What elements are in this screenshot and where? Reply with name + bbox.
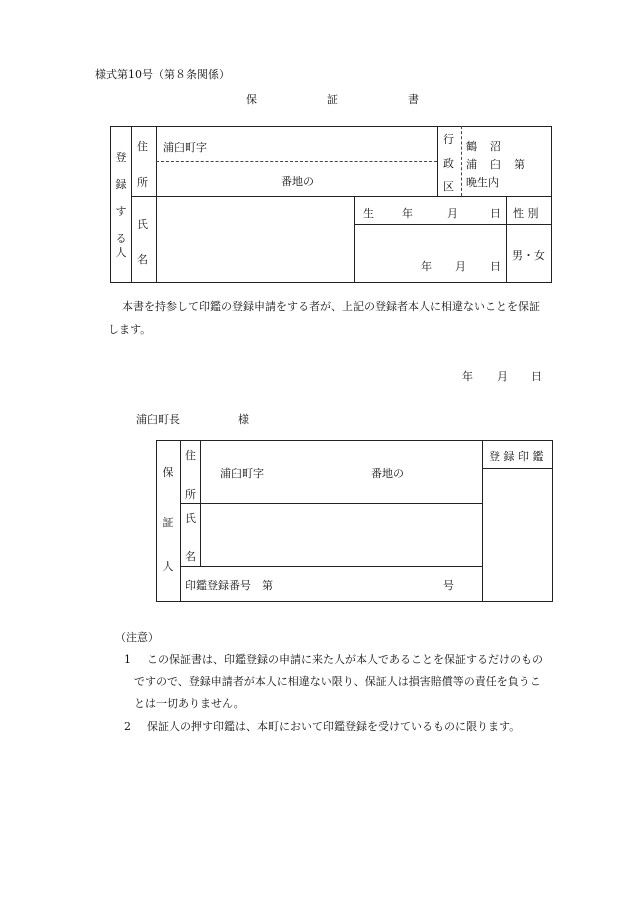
note-1-number: 1 bbox=[124, 653, 131, 666]
registrant-side-4: る bbox=[115, 232, 127, 245]
seal-header: 登 録 印 鑑 bbox=[489, 450, 544, 463]
address-suffix[interactable]: 番地の bbox=[281, 175, 314, 188]
registrant-side-5: 人 bbox=[115, 246, 127, 259]
district-tsuru: 鶴 bbox=[466, 140, 477, 153]
district-usu: 臼 bbox=[490, 158, 501, 171]
district-label-1: 行 bbox=[443, 133, 454, 146]
birth-header-2: 年 bbox=[402, 207, 413, 220]
seal-number-suffix: 号 bbox=[443, 579, 454, 592]
title-char-2: 証 bbox=[327, 93, 338, 106]
g-name-label-1: 氏 bbox=[185, 512, 196, 525]
title-char-3: 書 bbox=[408, 93, 419, 106]
registrant-side-3: す bbox=[115, 205, 127, 218]
address-label-2: 所 bbox=[137, 176, 148, 189]
birth-year[interactable]: 年 bbox=[421, 260, 432, 273]
registrant-side-1: 登 bbox=[115, 151, 127, 164]
name-label-2: 名 bbox=[137, 253, 148, 266]
birth-header-1: 生 bbox=[363, 207, 374, 220]
note-2-line-1: 保証人の押す印鑑は、本町において印鑑登録を受けているものに限ります。 bbox=[147, 720, 521, 733]
district-numa: 沼 bbox=[490, 140, 501, 153]
title-char-1: 保 bbox=[246, 93, 257, 106]
date-month[interactable]: 月 bbox=[497, 370, 508, 383]
addressee: 浦臼町長 bbox=[136, 413, 180, 426]
note-1-line-2: ですので、登録申請者が本人に相違ない限り、保証人は損害賠償等の責任を負うこ bbox=[134, 675, 541, 688]
guarantor-name-field[interactable] bbox=[201, 504, 482, 566]
name-label-1: 氏 bbox=[137, 218, 148, 231]
addressee-suffix: 様 bbox=[238, 413, 249, 426]
form-number: 様式第10号（第８条関係） bbox=[95, 68, 230, 81]
district-osokinai: 晩生内 bbox=[466, 176, 499, 189]
g-address-label-2: 所 bbox=[185, 488, 196, 501]
birth-header-4: 日 bbox=[490, 207, 501, 220]
district-dai: 第 bbox=[514, 158, 525, 171]
g-address-suffix[interactable]: 番地の bbox=[371, 467, 404, 480]
body-text-line-2: します。 bbox=[108, 323, 152, 336]
note-1-line-3: とは一切ありません。 bbox=[134, 697, 245, 710]
note-1-line-1: この保証書は、印鑑登録の申請に来た人が本人であることを保証するだけのもの bbox=[147, 653, 543, 666]
g-name-label-2: 名 bbox=[185, 550, 196, 563]
gender-value[interactable]: 男・女 bbox=[512, 249, 545, 262]
gender-header: 性 別 bbox=[513, 207, 539, 220]
notes-heading: （注意） bbox=[115, 631, 159, 644]
g-address-label-1: 住 bbox=[185, 449, 196, 462]
address-label-1: 住 bbox=[137, 140, 148, 153]
registrant-side-2: 録 bbox=[115, 178, 127, 191]
date-year[interactable]: 年 bbox=[462, 370, 473, 383]
birth-day[interactable]: 日 bbox=[490, 260, 501, 273]
date-day[interactable]: 日 bbox=[531, 370, 542, 383]
guarantor-side-1: 保 bbox=[162, 466, 174, 479]
registrant-name-field[interactable] bbox=[157, 197, 354, 283]
g-address-prefix[interactable]: 浦臼町字 bbox=[220, 467, 264, 480]
birth-month[interactable]: 月 bbox=[455, 260, 466, 273]
seal-number-label: 印鑑登録番号 第 bbox=[185, 579, 273, 592]
district-label-3: 区 bbox=[443, 180, 454, 193]
body-text-line-1: 本書を持参して印鑑の登録申請をする者が、上記の登録者本人に相違ないことを保証 bbox=[122, 300, 540, 313]
guarantor-side-3: 人 bbox=[162, 560, 174, 573]
note-2-number: 2 bbox=[124, 720, 131, 733]
guarantor-side-2: 証 bbox=[162, 516, 174, 529]
district-label-2: 政 bbox=[443, 157, 454, 170]
address-prefix[interactable]: 浦臼町字 bbox=[163, 141, 207, 154]
birth-header-3: 月 bbox=[447, 207, 458, 220]
district-ura: 浦 bbox=[466, 158, 477, 171]
seal-stamp-area[interactable] bbox=[483, 469, 552, 601]
